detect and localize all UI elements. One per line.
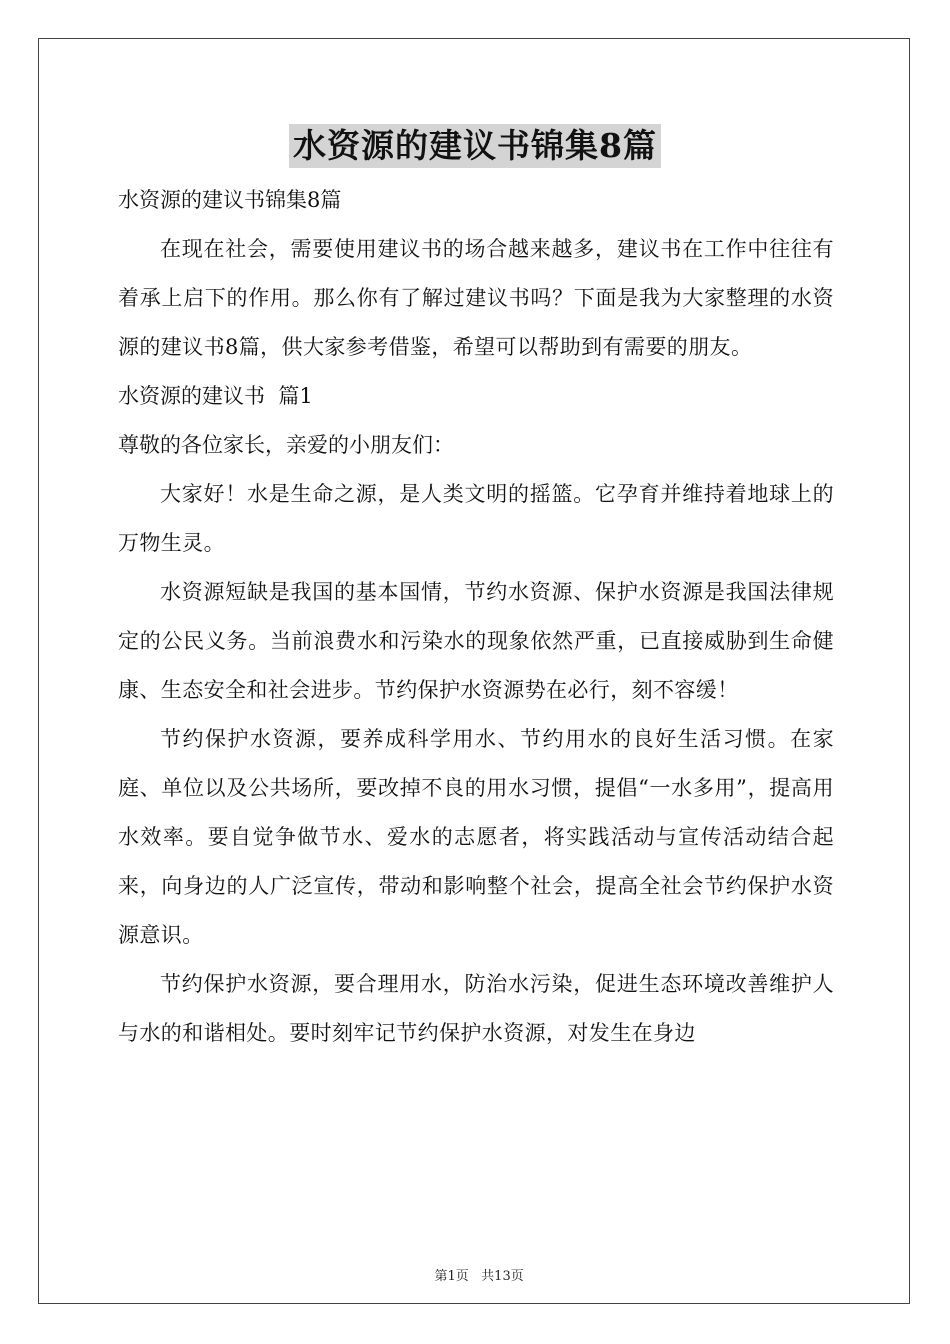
document-subtitle: 水资源的建议书锦集8篇 — [118, 188, 342, 212]
section-heading: 水资源的建议书 篇1 — [118, 384, 313, 408]
document-body — [118, 176, 834, 1058]
page-footer — [0, 1250, 950, 1284]
title-area — [0, 124, 950, 168]
document-title: 水资源的建议书锦集8篇 — [289, 124, 661, 168]
page-number: 第1页 共13页 — [434, 1269, 524, 1284]
body-paragraph: 节约保护水资源，要合理用水，防治水污染，促进生态环境改善维护人与水的和谐相处。要时刻牢记节约保护水资源，对发生在身边 — [118, 972, 834, 1045]
body-paragraph: 水资源短缺是我国的基本国情，节约水资源、保护水资源是我国法律规定的公民义务。当前浪费水和污染水的现象依然严重，已直接威胁到生命健康、生态安全和社会进步。节约保护水资源势在必行，刻不容缓！ — [118, 580, 834, 702]
salutation: 尊敬的各位家长，亲爱的小朋友们： — [118, 433, 454, 457]
body-paragraph: 大家好！水是生命之源，是人类文明的摇篮。它孕育并维持着地球上的万物生灵。 — [118, 482, 834, 555]
intro-paragraph: 在现在社会，需要使用建议书的场合越来越多，建议书在工作中往往有着承上启下的作用。那么你有了解过建议书吗？下面是我为大家整理的水资源的建议书8篇，供大家参考借鉴，希望可以帮助到有需要的朋友。 — [118, 237, 834, 359]
body-paragraph: 节约保护水资源，要养成科学用水、节约用水的良好生活习惯。在家庭、单位以及公共场所，要改掉不良的用水习惯，提倡“一水多用”，提高用水效率。要自觉争做节水、爱水的志愿者，将实践活动与宣传活动结合起来，向身边的人广泛宣传，带动和影响整个社会，提高全社会节约保护水资源意识。 — [118, 727, 834, 947]
